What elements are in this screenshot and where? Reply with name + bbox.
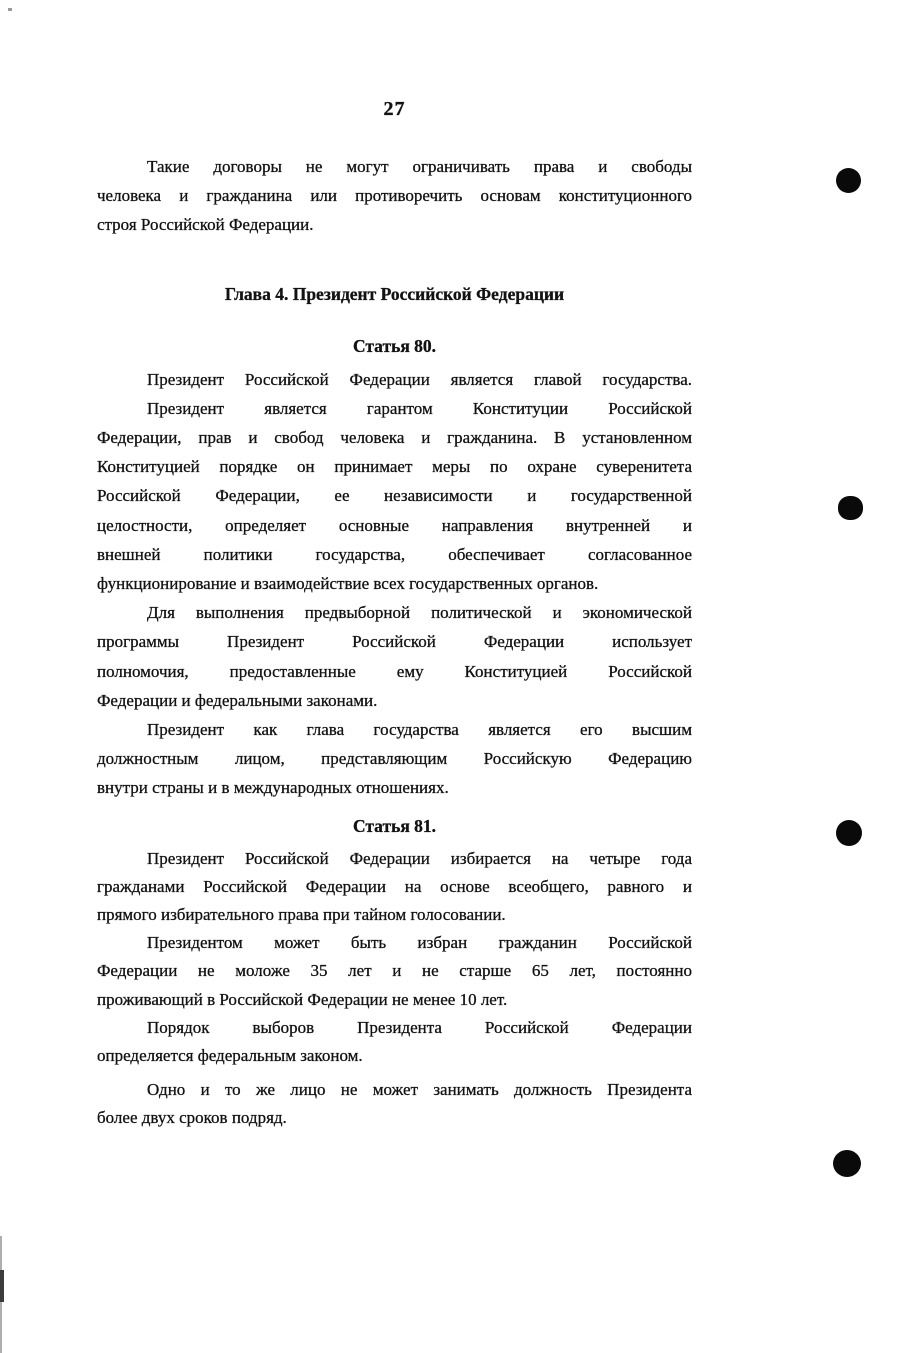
- scan-dot-mark: [836, 820, 862, 846]
- article-81-section: [97, 813, 692, 1133]
- text-line: Президентом может быть избран гражданин Российской: [147, 933, 692, 953]
- text-line: полномочия, предоставленные ему Конституцией Российской: [97, 661, 692, 681]
- text-line: внешней политики государства, обеспечивает согласованное: [97, 544, 692, 564]
- text-line: определяется федеральным законом.: [97, 1046, 363, 1066]
- text-line: должностным лицом, представляющим Российскую Федерацию: [97, 749, 692, 769]
- text-line: Президент Российской Федерации является главой государства.: [147, 369, 692, 389]
- text-line: Президент как глава государства является его высшим: [147, 720, 692, 740]
- scan-dot-mark: [836, 168, 861, 193]
- intro-paragraph: [97, 152, 692, 240]
- paragraph: [97, 365, 692, 394]
- scan-dot-mark: [833, 1150, 861, 1177]
- text-line: целостности, определяет основные направления внутренней и: [97, 515, 692, 535]
- paragraph: [97, 598, 692, 715]
- paragraph: [97, 1076, 692, 1132]
- paragraph: [97, 929, 692, 1014]
- paragraph: [97, 845, 692, 930]
- text-line: Президент Российской Федерации избирается на четыре года: [147, 848, 692, 868]
- text-line: гражданами Российской Федерации на основе всеобщего, равного и: [97, 876, 692, 896]
- article-80-heading: Статья 80.: [352, 335, 437, 356]
- paragraph: [97, 394, 692, 598]
- paragraph: [97, 1014, 692, 1070]
- scan-edge-artifact: [0, 1270, 4, 1302]
- text-line: Конституцией порядке он принимает меры по охране суверенитета: [97, 457, 692, 477]
- text-line: Президент является гарантом Конституции Российской: [147, 398, 692, 418]
- text-line: проживающий в Российской Федерации не менее 10 лет.: [97, 989, 508, 1009]
- text-line: программы Президент Российской Федерации использует: [97, 632, 692, 652]
- article-80-section: [97, 333, 692, 803]
- text-line: Такие договоры не могут ограничивать права и свободы: [147, 157, 692, 176]
- text-line: функционирование и взаимодействие всех государственных органов.: [97, 574, 599, 594]
- article-81-heading: Статья 81.: [352, 815, 437, 836]
- text-line: Федерации не моложе 35 лет и не старше 65 лет, постоянно: [97, 961, 692, 981]
- page-number: 27: [383, 98, 406, 120]
- article-80-body: [97, 365, 692, 803]
- scan-speck-artifact: [8, 8, 12, 11]
- text-line: внутри страны и в международных отношениях.: [97, 778, 449, 798]
- text-line: Российской Федерации, ее независимости и государственной: [97, 486, 692, 506]
- text-line: Федерации, прав и свобод человека и гражданина. В установленном: [97, 428, 692, 448]
- paragraph: [97, 152, 692, 240]
- scan-dot-mark: [838, 496, 863, 520]
- text-line: человека и гражданина или противоречить основам конституционного: [97, 186, 692, 206]
- text-line: Одно и то же лицо не может занимать должность Президента: [147, 1080, 692, 1100]
- paragraph: [97, 715, 692, 803]
- text-column: [97, 96, 692, 1133]
- text-line: более двух сроков подряд.: [97, 1108, 287, 1128]
- text-line: Для выполнения предвыборной политической и экономической: [147, 603, 692, 623]
- text-line: Порядок выборов Президента Российской Федерации: [147, 1017, 692, 1037]
- text-line: прямого избирательного права при тайном голосовании.: [97, 905, 506, 925]
- chapter-heading: Глава 4. Президент Российской Федерации: [224, 283, 565, 304]
- article-81-body: [97, 845, 692, 1133]
- text-line: строя Российской Федерации.: [97, 215, 314, 235]
- text-line: Федерации и федеральными законами.: [97, 690, 378, 710]
